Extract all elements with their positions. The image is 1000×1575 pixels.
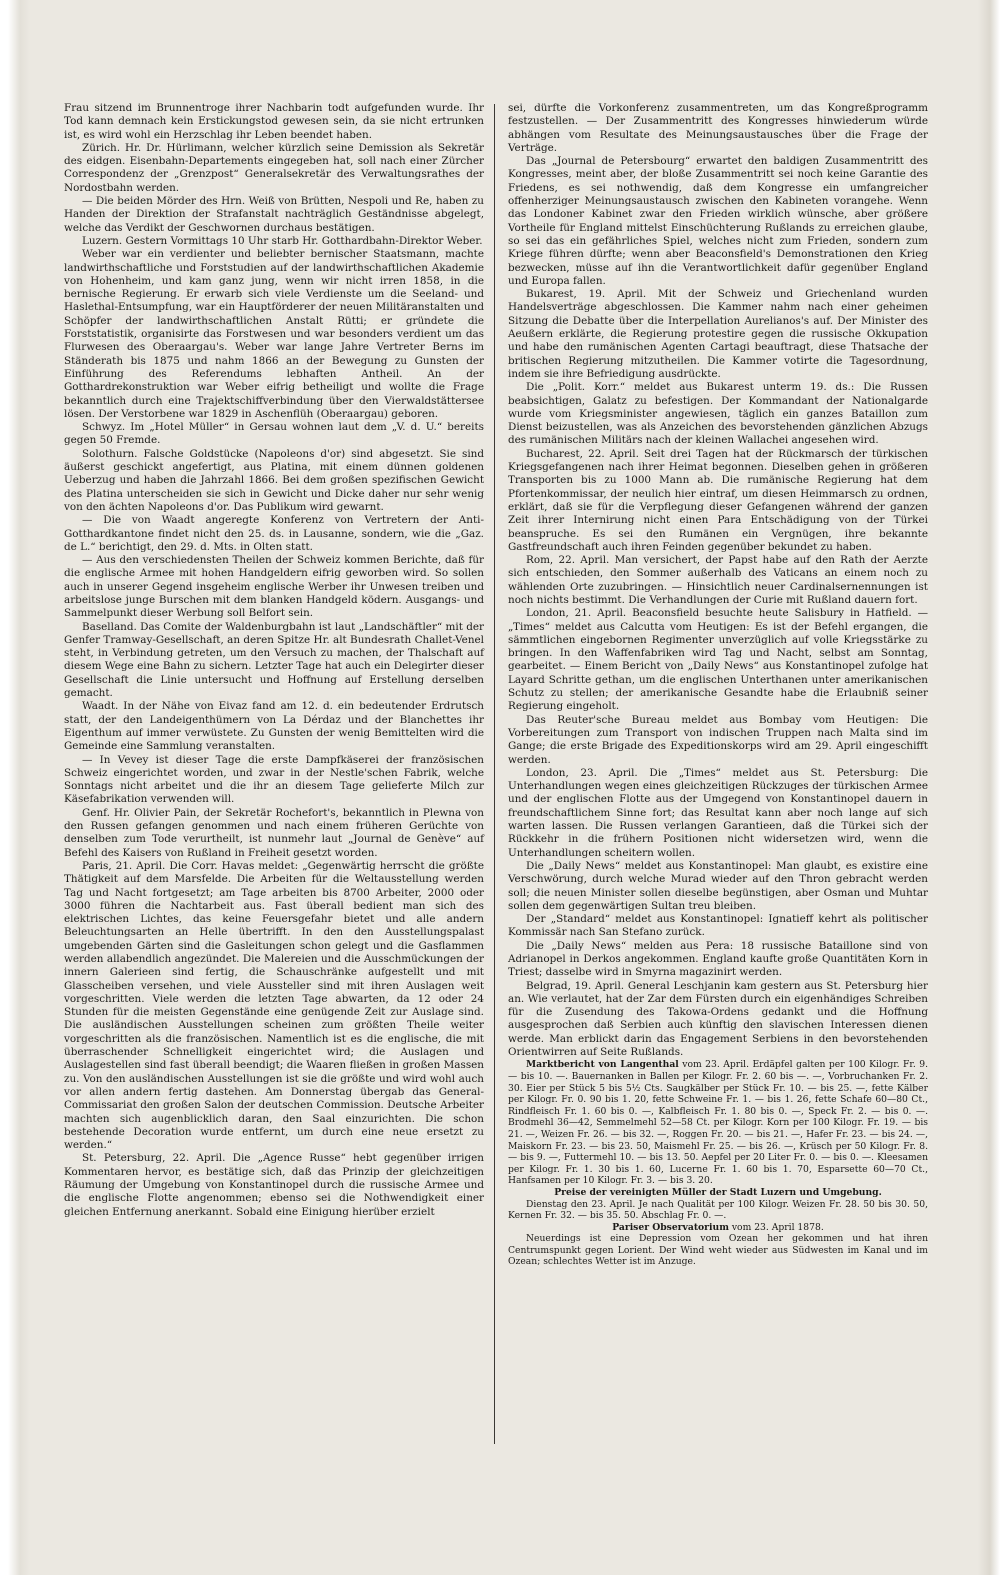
article-paragraph: — Die von Waadt angeregte Konferenz von Vertretern der Anti-Gotthardkantone findet nicht den 25. ds. in Lausanne, sondern, wie die „Gaz. de L.“ berichtigt, den 29. d. Mts. in Olten statt. [64, 514, 484, 553]
article-paragraph: Frau sitzend im Brunnentroge ihrer Nachbarin todt aufgefunden wurde. Ihr Tod kann demnach kein Erstickungstod gewesen sein, da sie nicht ertrunken ist, es wird wohl ein Herzschlag ihr Leben beendet haben. [64, 102, 484, 141]
article-paragraph: — Die beiden Mörder des Hrn. Weiß von Brütten, Nespoli und Re, haben zu Handen der Direktion der Strafanstalt nachträglich Geständnisse abgelegt, welche das Verdikt der Geschwornen durchaus bestätigen. [64, 195, 484, 234]
observatory-text: Neuerdings ist eine Depression vom Ozean her gekommen und hat ihren Centrumspunkt gegen Lorient. Der Wind weht wieder aus Südwesten im Kanal und im Ozean; schlechtes Wetter ist im Anzuge. [508, 1233, 928, 1268]
article-paragraph: Zürich. Hr. Dr. Hürlimann, welcher kürzlich seine Demission als Sekretär des eidgen. Eisenbahn-Departements eingegeben hat, soll nach einer Zürcher Correspondenz der „Grenzpost“ Generalsekretär des Verwaltungsrathes der Nordostbahn werden. [64, 141, 484, 194]
article-paragraph: Rom, 22. April. Man versichert, der Papst habe auf den Rath der Aerzte sich entschieden, den Sommer außerhalb des Vaticans an einem noch zu wählenden Orte zuzubringen. — Hinsichtlich neuer Cardinalsernennungen ist noch nichts bestimmt. Die Verhandlungen der Curie mit Rußland dauern fort. [508, 554, 928, 606]
article-paragraph: — Aus den verschiedensten Theilen der Schweiz kommen Berichte, daß für die englische Armee mit hohen Handgeldern eifrig geworben wird. So sollen auch in unserer Gegend insgeheim englische Werber ihr Unwesen treiben und arbeitslose junge Burschen mit dem blanken Handgeld ködern. Ausgangs- und Sammelpunkt dieser Werbung soll Belfort sein. [64, 554, 484, 620]
prices-paragraph [508, 1187, 928, 1199]
article-paragraph: — In Vevey ist dieser Tage die erste Dampfkäserei der französischen Schweiz eingerichtet worden, und zwar in der Nestle'schen Fabrik, welche Sonntags nicht arbeitet und die ihr an diesem Tage gelieferte Milch zur Käsefabrikation verwenden will. [64, 753, 484, 806]
article-paragraph: sei, dürfte die Vorkonferenz zusammentreten, um das Kongreßprogramm festzustellen. — Der Zusammentritt des Kongresses hinwiederum würde abhängen vom Resultate des Meinungsaustausches über die Frage der Verträge. [508, 102, 928, 154]
article-paragraph: Die „Daily News“ melden aus Pera: 18 russische Bataillone sind von Adrianopel in Derkos angekommen. England kaufte große Quantitäten Korn in Triest; dasselbe wird in Smyrna magazinirt werden. [508, 939, 928, 979]
market-heading: Marktbericht von Langenthal [526, 1059, 679, 1071]
article-paragraph: Das Reuter'sche Bureau meldet aus Bombay vom Heutigen: Die Vorbereitungen zum Transport von indischen Truppen nach Malta sind im Gange; die erste Brigade des Expeditionskorps wird am 29. April eingeschifft werden. [508, 713, 928, 766]
right-column-articles [508, 102, 928, 1059]
market-paragraph [508, 1059, 928, 1187]
observatory-heading: Pariser Observatorium [612, 1221, 729, 1233]
article-paragraph: Die „Daily News“ meldet aus Konstantinopel: Man glaubt, es existire eine Verschwörung, durch welche Murad wieder auf den Thron gebracht werden soll; die neuen Minister sollen dieselbe begünstigen, aber Osman und Muhtar sollen dem gegenwärtigen Sultan treu bleiben. [508, 859, 928, 912]
article-paragraph: Schwyz. Im „Hotel Müller“ in Gersau wohnen laut dem „V. d. U.“ bereits gegen 50 Fremde. [64, 421, 484, 447]
article-paragraph: Der „Standard“ meldet aus Konstantinopel: Ignatieff kehrt als politischer Kommissär nach San Stefano zurück. [508, 913, 928, 939]
article-paragraph: Solothurn. Falsche Goldstücke (Napoleons d'or) sind abgesetzt. Sie sind äußerst geschickt angefertigt, aus Platina, mit einem dünnen goldenen Ueberzug und haben die Jahrzahl 1866. Bei dem großen spezifischen Gewicht des Platina unterscheiden sie sich in Gewicht und Dicke daher nur sehr wenig von den ächten Napoleons d'or. Das Publikum wird gewarnt. [64, 447, 484, 513]
prices-text: Dienstag den 23. April. Je nach Qualität per 100 Kilogr. Weizen Fr. 28. 50 bis 30. 50, Kernen Fr. 32. — bis 35. 50. Abschlag Fr. 0. —. [508, 1198, 928, 1222]
left-column [64, 102, 484, 1219]
article-paragraph: Die „Polit. Korr.“ meldet aus Bukarest unterm 19. ds.: Die Russen beabsichtigen, Galatz zu befestigen. Der Kommandant der Nationalgarde wurde vom Kriegsminister angewiesen, täglich ein ganzes Bataillon zum Dienst beizustellen, was als Anzeichen des bevorstehenden gänzlichen Abzugs des rumänischen Militärs nach der kleinen Wallachei angesehen wird. [508, 381, 928, 447]
article-paragraph: Luzern. Gestern Vormittags 10 Uhr starb Hr. Gotthardbahn-Direktor Weber. [82, 234, 483, 247]
prices-text-paragraph [508, 1199, 928, 1222]
market-text: vom 23. April. Erdäpfel galten per 100 Kilogr. Fr. 9. — bis 10. —. Bauernanken in Ballen per Kilogr. Fr. 2. 60 bis —. —, Vorbruchanken Fr. 2. 30. Eier per Stück 5 bis 5½ Cts. Saugkälber per Stück Fr. 10. — bis 25. —, fette Kälber per Kilogr. Fr. 0. 90 bis 1. 20, fette Schweine Fr. 1. — bis 1. 26, fette Schafe 60—80 Ct., Rindfleisch Fr. 1. 60 bis 0. —, Kalbfleisch Fr. 1. 80 bis 0. —, Speck Fr. 2. — bis 0. —. Brodmehl 36—42, Semmelmehl 52—58 Ct. per Kilogr. Korn per 100 Kilogr. Fr. 19. — bis 21. —, Weizen Fr. 26. — bis 32. —, Roggen Fr. 20. — bis 21. —, Hafer Fr. 23. — bis 24. —, Maiskorn Fr. 23. — bis 23. 50, Maismehl Fr. 25. — bis 26. —, Krüsch per 50 Kilogr. Fr. 8. — bis 9. —, Futtermehl 10. — bis 13. 50. Aepfel per 20 Liter Fr. 0. — bis 0. —. Kleesamen per Kilogr. Fr. 1. 30 bis 1. 60, Lucerne Fr. 1. 60 bis 1. 70, Esparsette 60—70 Ct., Hanfsamen per 10 Kilogr. Fr. 3. — bis 3. 20. [508, 1059, 928, 1187]
page-edge [978, 0, 1000, 1575]
article-paragraph: Belgrad, 19. April. General Leschjanin kam gestern aus St. Petersburg hier an. Wie verlautet, hat der Zar dem Fürsten durch ein eigenhändiges Schreiben für die Zusendung des Takowa-Ordens gedankt und die Hoffnung ausgesprochen daß Serbien auch künftig den slavischen Interessen dienen werde. Man erblickt darin das Engagement Serbiens in den bevorstehenden Orientwirren auf Seite Rußlands. [508, 979, 928, 1059]
market-report [508, 1059, 928, 1268]
observatory-title [508, 1222, 928, 1234]
article-paragraph: Das „Journal de Petersbourg“ erwartet den baldigen Zusammentritt des Kongresses, meint aber, der bloße Zusammentritt sei noch keine Garantie des Friedens, es sei nothwendig, daß dem Kongresse ein umfangreicher offenherziger Meinungsaustausch zwischen den Kabineten vorangehe. Wenn das Londoner Kabinet zwar den Frieden wirklich wünsche, aber größere Vortheile für England mittelst Einschüchterung Rußlands zu erreichen glaube, so sei das ein gefährliches Spiel, welches nicht zum Frieden, sondern zum Kriege führen dürfte; wenn aber Beaconsfield's Demonstrationen den Krieg bezwecken, müsse auf ihn die Verantwortlichkeit dafür gegenüber England und Europa fallen. [508, 155, 928, 287]
article-paragraph: London, 21. April. Beaconsfield besuchte heute Salisbury in Hatfield. — „Times“ meldet aus Calcutta vom Heutigen: Es ist der Befehl ergangen, die sämmtlichen eingebornen Regimenter unverzüglich auf volle Kriegsstärke zu bringen. In den Waffenfabriken wird Tag und Nacht, selbst am Sonntag, gearbeitet. — Einem Bericht von „Daily News“ aus Konstantinopel zufolge hat Layard Schritte gethan, um die englischen Unterthanen unter amerikanischen Schutz zu stellen; der amerikanische Gesandte habe die Erlaubniß seiner Regierung eingeholt. [508, 607, 928, 713]
page-spine [0, 0, 30, 1575]
column-rule [494, 104, 495, 1444]
article-paragraph: Baselland. Das Comite der Waldenburgbahn ist laut „Landschäftler“ mit der Genfer Tramway-Gesellschaft, an deren Spitze Hr. alt Bundesrath Challet-Venel steht, in Verbindung getreten, um den Versuch zu machen, der Thalschaft auf diesem Wege eine Bahn zu sichern. Letzter Tage hat auch ein Delegirter dieser Gesellschaft die Linie untersucht und Hoffnung auf Erstellung derselben gemacht. [64, 620, 484, 700]
observatory-paragraph [508, 1233, 928, 1268]
article-paragraph: Bukarest, 19. April. Mit der Schweiz und Griechenland wurden Handelsverträge abgeschlossen. Die Kammer nahm nach einer geheimen Sitzung die Debatte über die Interpellation Aurelianos's auf. Der Minister des Aeußern erklärte, die Regierung protestire gegen die russische Okkupation und habe den rumänischen Agenten Cartagi beauftragt, diese Thatsache der britischen Regierung mitzutheilen. Die Kammer votirte die Tagesordnung, indem sie ihre Befriedigung ausdrückte. [508, 288, 928, 380]
observatory-date: vom 23. April 1878. [728, 1221, 824, 1233]
article-paragraph: Genf. Hr. Olivier Pain, der Sekretär Rochefort's, bekanntlich in Plewna von den Russen gefangen genommen und nach einem früheren Gerüchte von denselben zum Tode verurtheilt, ist nunmehr laut „Journal de Genève“ auf Befehl des Kaisers von Rußland in Freiheit gesetzt worden. [64, 806, 484, 859]
right-column [508, 102, 928, 1268]
article-paragraph: Waadt. In der Nähe von Eivaz fand am 12. d. ein bedeutender Erdrutsch statt, der den Landeigenthümern von La Dérdaz und der Blanchettes ihr Eigenthum auf immer verwüstete. Zu Gunsten der wenig Bemittelten wird die Gemeinde eine Sammlung veranstalten. [64, 700, 484, 753]
prices-heading: Preise der vereinigten Müller der Stadt Luzern und Umgebung. [554, 1186, 882, 1198]
article-paragraph: Paris, 21. April. Die Corr. Havas meldet: „Gegenwärtig herrscht die größte Thätigkeit auf dem Marsfelde. Die Arbeiten für die Weltausstellung werden Tag und Nacht fortgesetzt; am Tage arbeiten bis 8700 Arbeiter, 2000 oder 3000 führen die Nachtarbeit aus. Fast überall bedient man sich des elektrischen Lichtes, das keine Feuersgefahr bietet und alle andern Beleuchtungsarten an Helle übertrifft. In den den Ausstellungspalast umgebenden Gärten sind die Gasleitungen schon gelegt und die Gasflammen werden allabendlich angezündet. Die Malereien und die Ausschmückungen der innern Galerieen sind fertig, die Schauschränke aufgestellt und mit Glasscheiben versehen, und viele Aussteller sind mit ihren Auslagen weit vorgeschritten. Viele werden die letzten Tage abwarten, da 12 oder 24 Stunden für die meisten Gegenstände eine genügende Zeit zur Auslage sind. Die ausländischen Ausstellungen scheinen zum größten Theile weiter vorgeschritten als die französischen. Namentlich ist es die englische, die mit überraschender Schnelligkeit eingerichtet wird; die Auslagen und Auslagestellen sind fast überall beendigt; die Waaren fließen in großen Massen zu. Von den ausländischen Ausstellungen ist sie die größte und wird wohl auch vor allen andern fertig dastehen. Am Donnerstag übergab das General-Commissariat den großen Salon der deutschen Commission. Deutsche Arbeiter machten sich augenblicklich daran, den Saal einzurichten. Die schon bestehende Decoration wurde entfernt, um durch eine neue ersetzt zu werden.“ [64, 859, 484, 1152]
article-paragraph: Bucharest, 22. April. Seit drei Tagen hat der Rückmarsch der türkischen Kriegsgefangenen nach ihrer Heimat begonnen. Dieselben gehen in größeren Transporten bis zu 1000 Mann ab. Die rumänische Regierung hat dem Pfortenkommissar, der neulich hier eintraf, um diesen Heimmarsch zu ordnen, erklärt, daß sie für die Verpflegung dieser Gefangenen während der ganzen Zeit ihrer Internirung nicht einen Para Entschädigung von der Türkei beanspruche. Es sei den Rumänen ein Vergnügen, ihre bekannte Gastfreundschaft auch ihren Feinden gegenüber bekundet zu haben. [508, 447, 928, 553]
article-paragraph: London, 23. April. Die „Times“ meldet aus St. Petersburg: Die Unterhandlungen wegen eines gleichzeitigen Rückzuges der türkischen Armee und der englischen Flotte aus der Umgegend von Konstantinopel dauern in freundschaftlichem Sinne fort; das Resultat kann aber noch lange auf sich warten lassen. Die Russen verlangen Garantieen, daß die Türkei sich der Rückkehr in die frühern Positionen nicht widersetzen wird, wenn die Unterhandlungen scheitern wollen. [508, 766, 928, 859]
article-paragraph: Weber war ein verdienter und beliebter bernischer Staatsmann, machte landwirthschaftliche und Forststudien auf der landwirthschaftlichen Akademie von Hohenheim, und kam ganz jung, wenn wir nicht irren 1858, in die bernische Regierung. Er erwarb sich viele Verdienste um die Seeland- und Haslethal-Entsumpfung, war ein Hauptförderer der neuen Militäranstalten und Schöpfer der landwirthschaftlichen Anstalt Rütti; er gründete die Forststatistik, organisirte das Forstwesen und war besonders verdient um das Flurwesen des Oberaargau's. Weber war lange Jahre Vertreter Berns im Ständerath bis 1875 und nahm 1866 an der Bewegung zu Gunsten der Einführung des Referendums lebhaften Antheil. An der Gotthardrekonstruktion war Weber eifrig betheiligt und wollte die Frage bekanntlich durch eine Trajektschiffverbindung über den Vierwaldstättersee lösen. Der Verstorbene war 1829 in Aschenflüh (Oberaargau) geboren. [64, 248, 484, 420]
article-paragraph: St. Petersburg, 22. April. Die „Agence Russe“ hebt gegenüber irrigen Kommentaren hervor, es bestätige sich, daß das Prinzip der gleichzeitigen Räumung der Umgebung von Konstantinopel durch die russische Armee und die englische Flotte angenommen; ebenso sei die Nothwendigkeit einer gleichen Entfernung anerkannt. Sobald eine Einigung hierüber erzielt [64, 1152, 484, 1218]
